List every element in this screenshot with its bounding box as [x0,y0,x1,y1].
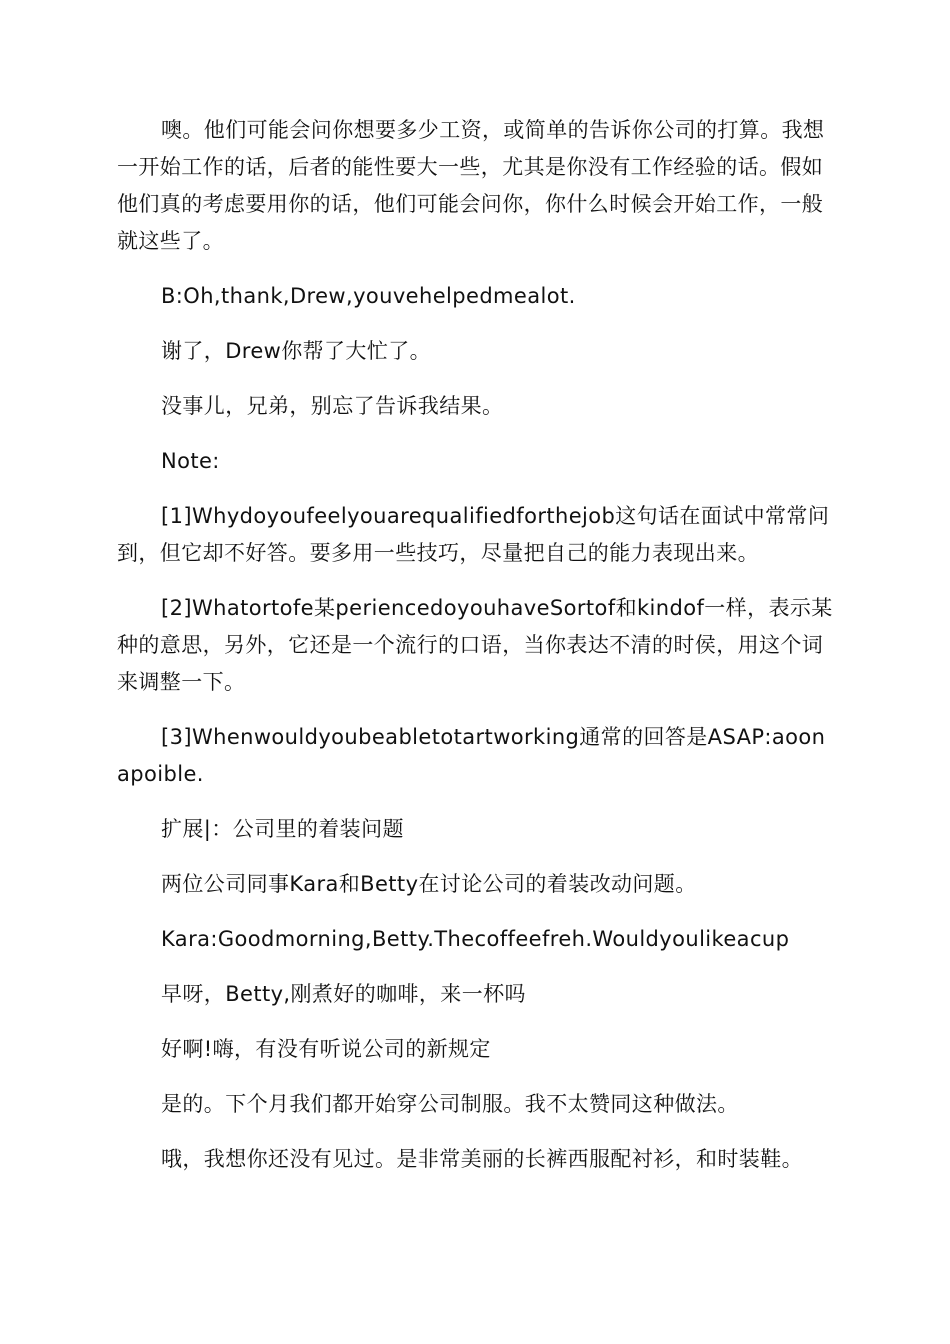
paragraph-reply: 没事儿，兄弟，别忘了告诉我结果。 [161,394,504,418]
paragraph-extension-heading: 扩展|：公司里的着装问题 [161,817,404,841]
paragraph-note-3: [3]Whenwouldyoubeabletotartworking通常的回答是ASAP:aoonapoible. [117,725,826,786]
paragraph-note-1: [1]Whydoyoufeelyouarequalifiedforthejob这句话在面试中常常问到，但它却不好答。要多用一些技巧，尽量把自己的能力表现出来。 [117,504,830,565]
paragraph-note-heading: Note: [161,449,220,473]
document-page [117,112,833,1196]
paragraph-betty-reply: 好啊!嗨，有没有听说公司的新规定 [161,1037,491,1061]
paragraph-uniform-statement: 是的。下个月我们都开始穿公司制服。我不太赞同这种做法。 [161,1092,739,1116]
paragraph-extension-intro: 两位公司同事Kara和Betty在讨论公司的着装改动问题。 [161,872,697,896]
paragraph-kara-greeting: Kara:Goodmorning,Betty.Thecoffeefreh.Wouldyoulikeacup [161,927,790,951]
paragraph-dialogue-b-thanks: B:Oh,thank,Drew,youvehelpedmealot. [161,284,576,308]
paragraph-thanks-translation: 谢了，Drew你帮了大忙了。 [161,339,432,363]
paragraph-note-2: [2]Whatortofe某periencedoyouhaveSortof和kindof一样，表示某种的意思，另外，它还是一个流行的口语，当你表达不清的时侯，用这个词来调整一下。 [117,596,833,694]
paragraph-kara-translation: 早呀，Betty,刚煮好的咖啡，来一杯吗 [161,982,526,1006]
paragraph-interview-salary: 噢。他们可能会问你想要多少工资，或简单的告诉你公司的打算。我想一开始工作的话，后者的能性要大一些，尤其是你没有工作经验的话。假如他们真的考虑要用你的话，他们可能会问你，你什么时候会开始工作，一般就这些了。 [117,118,825,253]
paragraph-uniform-description: 哦，我想你还没有见过。是非常美丽的长裤西服配衬衫，和时装鞋。 [161,1147,803,1171]
